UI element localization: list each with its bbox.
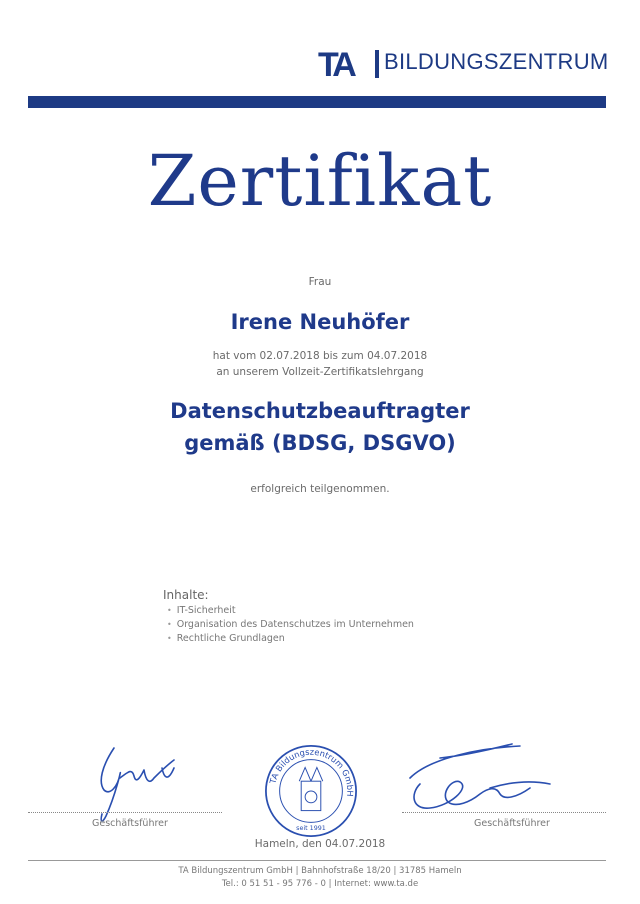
svg-text:TA: TA (318, 46, 353, 80)
left-signature-label: Geschäftsführer (92, 818, 168, 829)
footer-contact: Tel.: 0 51 51 - 95 776 - 0 | Internet: www.ta.de (221, 879, 419, 889)
header-band (28, 96, 606, 108)
logo-text: BILDUNGSZENTRUM (384, 49, 609, 74)
logo-divider (375, 50, 379, 78)
course-title-line1: Datenschutzbeauftragter (170, 399, 470, 423)
ta-logo-mark (318, 46, 372, 80)
footer-address: TA Bildungszentrum GmbH | Bahnhofstraße 18/20 | 31785 Hameln (178, 866, 462, 876)
contents-item: • Rechtliche Grundlagen (167, 632, 414, 646)
salutation: Frau (308, 276, 332, 288)
contents-section (163, 588, 414, 646)
completion-line: erfolgreich teilgenommen. (250, 483, 390, 495)
company-logo (318, 46, 609, 82)
right-signature (400, 738, 560, 818)
course-type-line: an unserem Vollzeit-Zertifikatslehrgang (216, 366, 424, 378)
right-signature-label: Geschäftsführer (474, 818, 550, 829)
course-title-line2: gemäß (BDSG, DSGVO) (184, 431, 456, 455)
recipient-name: Irene Neuhöfer (230, 310, 410, 334)
place-date: Hameln, den 04.07.2018 (254, 838, 386, 850)
svg-text:TA Bildungszentrum GmbH: TA Bildungszentrum GmbH (267, 746, 356, 797)
company-seal-stamp (262, 742, 360, 840)
svg-text:seit 1991: seit 1991 (296, 824, 326, 833)
right-signature-line (402, 812, 606, 813)
footer-divider (28, 860, 606, 861)
contents-item: • Organisation des Datenschutzes im Unternehmen (167, 618, 414, 632)
contents-heading: Inhalte: (163, 588, 209, 602)
period-line: hat vom 02.07.2018 bis zum 04.07.2018 (212, 350, 428, 362)
contents-list (163, 604, 414, 646)
left-signature-line (28, 812, 222, 813)
contents-item: • IT-Sicherheit (167, 604, 414, 618)
left-signature (92, 738, 202, 828)
certificate-title: Zertifikat (147, 140, 493, 222)
